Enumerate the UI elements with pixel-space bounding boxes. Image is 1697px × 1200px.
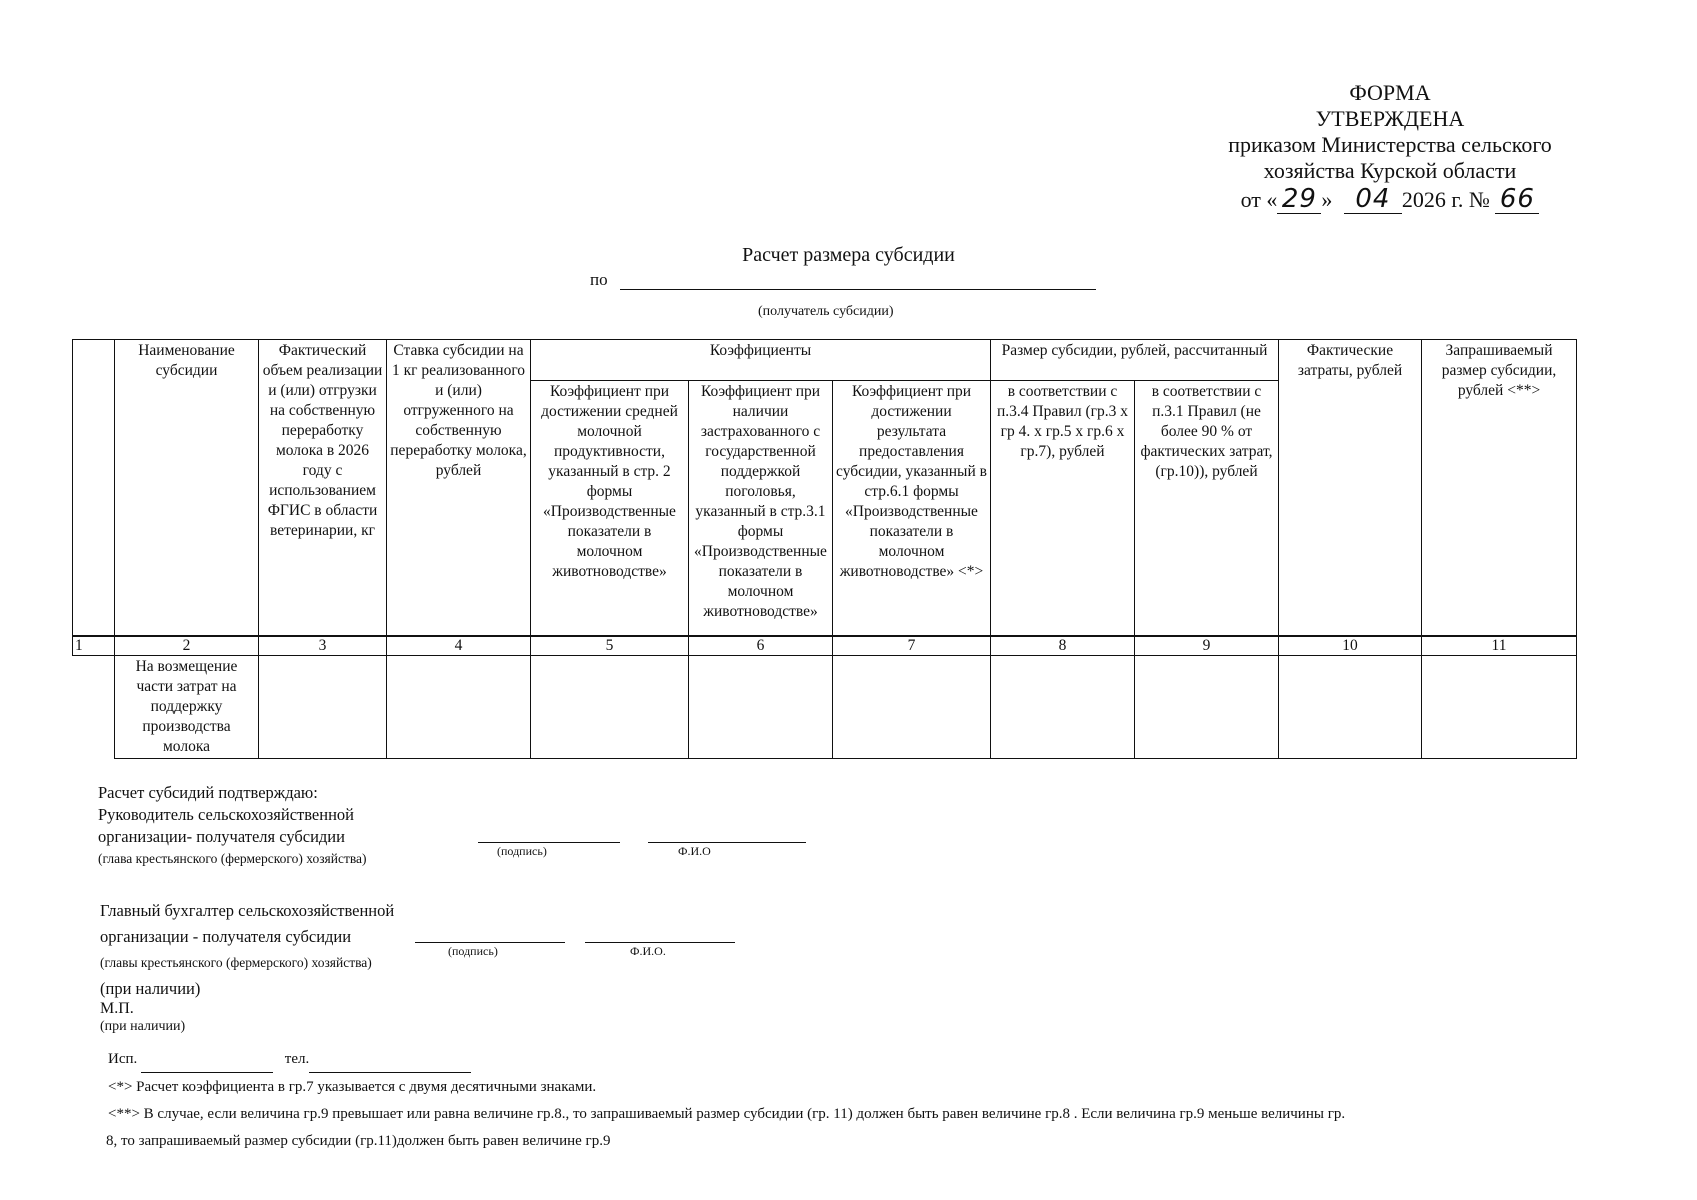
date-prefix: от «	[1240, 187, 1278, 212]
accountant-title-line1: Главный бухгалтер сельскохозяйственной	[100, 901, 395, 920]
column-number: 7	[833, 636, 991, 656]
table-cell[interactable]	[1279, 656, 1422, 759]
column-number: 5	[531, 636, 689, 656]
approval-month: 04	[1355, 184, 1391, 214]
column-numbers-row	[73, 636, 1577, 656]
accountant-title-line4: (при наличии)	[100, 979, 201, 998]
column-number: 2	[115, 636, 259, 656]
approval-form-label: ФОРМА	[1349, 80, 1431, 105]
date-quote-close: »	[1321, 187, 1333, 212]
head-fio-line[interactable]	[648, 842, 806, 843]
column-number: 9	[1135, 636, 1279, 656]
approval-block	[1180, 80, 1600, 214]
stamp-block	[100, 1000, 185, 1036]
approval-day: 29	[1281, 184, 1317, 214]
stamp-label: М.П.	[100, 1000, 134, 1017]
table-cell	[73, 656, 115, 759]
column-number: 11	[1422, 636, 1577, 656]
table-cell[interactable]	[387, 656, 531, 759]
approval-approved-label: УТВЕРЖДЕНА	[1315, 106, 1465, 131]
header-cell-number	[73, 340, 115, 637]
approval-ministry-line: хозяйства Курской области	[1263, 158, 1517, 183]
column-number: 8	[991, 636, 1135, 656]
head-signature-block	[98, 782, 367, 870]
footnote-2a: <**> В случае, если величина гр.9 превышает или равна величине гр.8., то запрашиваемый размер субсидии (гр. 11) должен быть равен величине гр.8 . Если величина гр.9 меньше величины гр.	[108, 1106, 1346, 1122]
footnotes	[108, 1074, 1578, 1155]
accountant-title-line3: (главы крестьянского (фермерского) хозяйства)	[100, 955, 372, 970]
table-cell[interactable]	[1422, 656, 1577, 759]
header-size-p31: в соответствии с п.3.1 Правил (не более 90 % от фактических затрат, (гр.10)), рублей	[1135, 381, 1279, 637]
row-subsidy-name: На возмещение части затрат на поддержку производства молока	[115, 656, 259, 759]
head-title-line1: Руководитель сельскохозяйственной	[98, 805, 354, 824]
accountant-signature-block	[100, 898, 394, 1002]
executor-line	[108, 1046, 471, 1073]
accountant-fio-line[interactable]	[585, 942, 735, 943]
table-cell[interactable]	[1135, 656, 1279, 759]
subsidy-calculation-table	[72, 339, 1577, 759]
table-cell[interactable]	[991, 656, 1135, 759]
footnote-1: <*> Расчет коэффициента в гр.7 указывается с двумя десятичными знаками.	[108, 1079, 597, 1095]
header-requested-subsidy: Запрашиваемый размер субсидии, рублей <**>	[1422, 340, 1577, 637]
approval-year-text: 2026 г. №	[1401, 187, 1490, 212]
table-cell[interactable]	[259, 656, 387, 759]
accountant-signature-caption: (подпись)	[448, 944, 498, 958]
header-subsidy-rate: Ставка субсидии на 1 кг реализованного и (или) отгруженного на собственную переработку молока, рублей	[387, 340, 531, 637]
approval-date-line	[1180, 186, 1600, 214]
accountant-signature-line[interactable]	[415, 942, 565, 943]
executor-input-line[interactable]	[141, 1056, 273, 1073]
table-cell[interactable]	[833, 656, 991, 759]
header-subsidy-size: Размер субсидии, рублей, рассчитанный	[991, 340, 1279, 381]
po-label: по	[590, 270, 608, 289]
confirm-label: Расчет субсидий подтверждаю:	[98, 783, 318, 802]
head-signature-caption: (подпись)	[497, 844, 547, 858]
recipient-input-line[interactable]	[620, 273, 1096, 290]
executor-label: Исп.	[108, 1051, 138, 1067]
head-signature-line[interactable]	[478, 842, 620, 843]
header-coef-result: Коэффициент при достижении результата предоставления субсидии, указанный в стр.6.1 формы «Производственные показатели в молочном животноводстве» <*>	[833, 381, 991, 637]
column-number: 6	[689, 636, 833, 656]
table-row	[73, 656, 1577, 759]
approval-number: 66	[1499, 184, 1535, 214]
table-cell[interactable]	[689, 656, 833, 759]
stamp-note: (при наличии)	[100, 1019, 186, 1034]
table-cell[interactable]	[531, 656, 689, 759]
column-number: 3	[259, 636, 387, 656]
header-actual-costs: Фактические затраты, рублей	[1279, 340, 1422, 637]
accountant-title-line2: организации - получателя субсидии	[100, 927, 352, 946]
column-number: 4	[387, 636, 531, 656]
header-coefficients: Коэффициенты	[531, 340, 991, 381]
column-number: 1	[73, 636, 115, 656]
phone-input-line[interactable]	[309, 1056, 471, 1073]
header-coef-productivity: Коэффициент при достижении средней молочной продуктивности, указанный в стр. 2 формы «Производственные показатели в молочном животноводстве»	[531, 381, 689, 637]
header-coef-insured: Коэффициент при наличии застрахованного с государственной поддержкой поголовья, указанный в стр.3.1 формы «Производственные показатели в молочном животноводстве»	[689, 381, 833, 637]
header-size-p34: в соответствии с п.3.4 Правил (гр.3 х гр 4. х гр.5 х гр.6 х гр.7), рублей	[991, 381, 1135, 637]
recipient-caption: (получатель субсидии)	[758, 304, 894, 319]
phone-label: тел.	[284, 1051, 310, 1067]
column-number: 10	[1279, 636, 1422, 656]
head-title-line3: (глава крестьянского (фермерского) хозяйства)	[98, 851, 367, 866]
footnote-2b: 8, то запрашиваемый размер субсидии (гр.11)должен быть равен величине гр.9	[106, 1133, 611, 1149]
head-title-line2: организации- получателя субсидии	[98, 827, 345, 846]
approval-order-line: приказом Министерства сельского	[1228, 132, 1552, 157]
header-actual-volume: Фактический объем реализации и (или) отгрузки на собственную переработку молока в 2026 году с использованием ФГИС в области ветеринарии, кг	[259, 340, 387, 637]
recipient-line	[590, 270, 1096, 290]
document-title: Расчет размера субсидии	[742, 244, 955, 266]
head-fio-caption: Ф.И.О	[678, 844, 711, 858]
header-subsidy-name: Наименование субсидии	[115, 340, 259, 637]
header-row	[73, 340, 1577, 381]
accountant-fio-caption: Ф.И.О.	[630, 944, 666, 958]
